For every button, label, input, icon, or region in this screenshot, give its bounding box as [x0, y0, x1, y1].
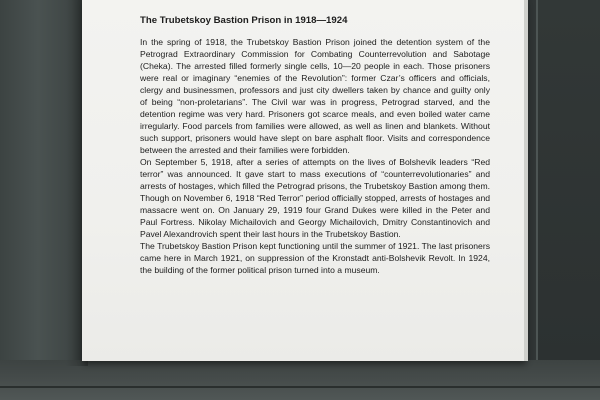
paragraph-2: On September 5, 1918, after a series of attempts on the lives of Bolshevik leaders “Red terror” was announced. It gave start to mass executions of “counterrevolutionaries” and arrests of hostages, which filled the Petrograd prisons, the Trubetskoy Bastion among them. Though on November 6, 1918 “Red Terror” period officially stopped, arrests of hostages and massacre went on. On January 29, 1919 four Grand Dukes were killed in the Peter and Paul Fortress. Nikolay Michailovich and Georgy Michailovich, Dmitry Constantinovich and Pavel Alexandrovich spent their last hours in the Trubetskoy Bastion.	[140, 157, 490, 239]
paragraph-1: In the spring of 1918, the Trubetskoy Bastion Prison joined the detention system of the Petrograd Extraordinary Commission for Combating Counterrevolution and Sabotage (Cheka). The arrested filled formerly single cells, 10—20 people in each. Those prisoners were real or imaginary “enemies of the Revolution”: former Czar’s officers and officials, clergy and businessmen, professors and just city dwellers taken by chance and guilty only of being “non-proletarians”. The Civil war was in progress, Petrograd starved, and the detention regime was very hard. Prisoners got scarce meals, and even boiled water came irregularly. Food parcels from families were allowed, as well as linen and blankets. Without such support, prisoners would have slept on bare asphalt floor. Visits and correspondence between the arrested and their families were forbidden.	[140, 37, 490, 155]
display-case-frame	[536, 0, 600, 360]
floor	[0, 360, 600, 400]
paragraph-3: The Trubetskoy Bastion Prison kept functioning until the summer of 1921. The last prisoners came here in March 1921, on suppression of the Kronstadt anti-Bolshevik Revolt. In 1924, the building of the former political prison turned into a museum.	[140, 241, 490, 275]
baseboard-line	[0, 386, 600, 388]
panel-content	[140, 15, 490, 276]
panel-title: The Trubetskoy Bastion Prison in 1918—1924	[140, 15, 348, 26]
panel-edge	[524, 0, 528, 361]
